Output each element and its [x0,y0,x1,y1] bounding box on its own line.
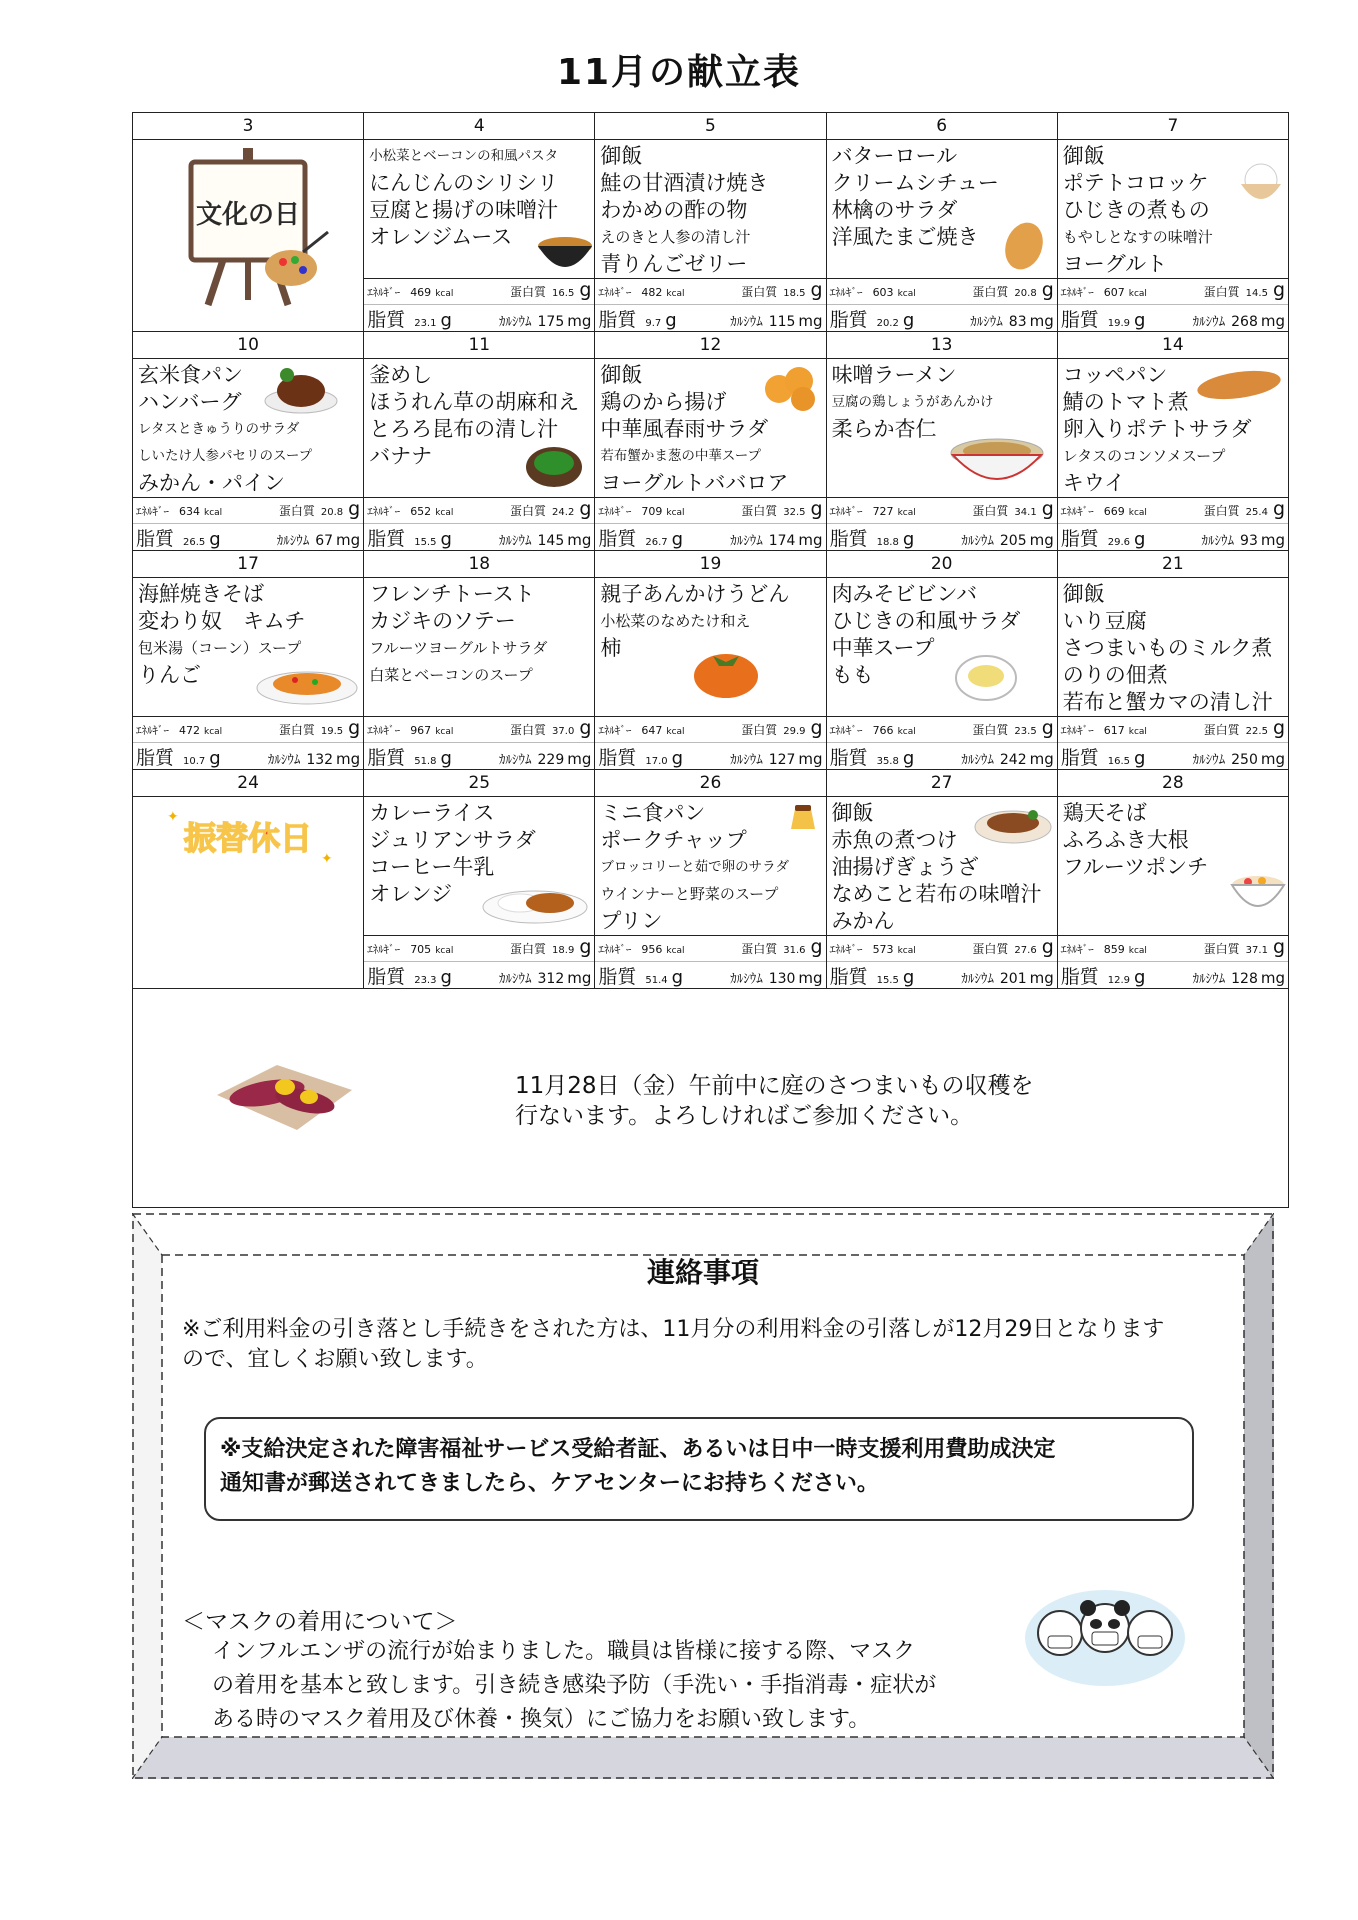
calcium-value: 268 [1231,314,1258,330]
holiday-cell [133,797,364,989]
menu-item: にんじんのシリシリ [369,171,559,195]
fat-value: 15.5 [414,537,437,548]
nutrition-cell-28: ｴﾈﾙｷﾞｰ 859 kcal 蛋白質 37.1 g 脂質 12.9 g ｶﾙｼｳﾑ 128 mg [1057,936,1288,989]
fat-value: 10.7 [183,756,206,767]
date-cell: 13 [826,332,1057,359]
menu-item: とろろ昆布の清し汁 [369,417,559,441]
calcium-value: 115 [768,314,796,330]
calcium-value: 312 [537,971,565,987]
calcium-value: 175 [537,314,565,330]
menu-item: いり豆腐 [1062,609,1147,633]
date-cell: 3 [133,113,364,140]
menu-item: ほうれん草の胡麻和え [369,390,580,414]
energy-value: 967 [410,724,432,737]
energy-value: 482 [641,286,663,299]
holiday-cell [133,140,364,332]
menu-item: 油揚げぎょうざ [831,855,979,879]
dish-row [133,797,1289,936]
fat-value: 20.2 [876,318,899,329]
fat-value: 26.5 [183,537,206,548]
menu-item: みかん [831,909,895,933]
holiday-label-furikae: 振替休日 [184,819,313,857]
svg-text:✦: ✦ [167,809,179,825]
fat-value: 9.7 [645,318,662,329]
energy-value: 766 [872,724,894,737]
protein-value: 14.5 [1245,288,1268,299]
menu-item: ひじきの和風サラダ [831,609,1021,633]
nutrition-row [133,717,1289,770]
page-title: 11月の献立表 [556,52,802,93]
date-cell: 24 [133,770,364,797]
menu-item: もも [831,663,874,687]
energy-value: 603 [872,286,894,299]
menu-item: 中華スープ [831,636,935,660]
menu-cell-20 [826,578,1057,717]
date-cell: 11 [364,332,595,359]
menu-cell-12 [595,359,826,498]
menu-cell-7 [1057,140,1288,279]
nutrition-cell-26: ｴﾈﾙｷﾞｰ 956 kcal 蛋白質 31.6 g 脂質 51.4 g ｶﾙｼｳﾑ 130 mg [595,936,826,989]
nutrition-cell-17: ｴﾈﾙｷﾞｰ 472 kcal 蛋白質 19.5 g 脂質 10.7 g ｶﾙｼｳﾑ 132 mg [133,717,364,770]
menu-item: さつまいものミルク煮 [1062,636,1273,660]
notice-cell [133,989,1289,1208]
holiday-label-bunka: 文化の日 [196,200,301,230]
menu-item: ハンバーグ [138,390,242,414]
menu-item: みかん・パイン [138,471,285,495]
date-cell: 12 [595,332,826,359]
menu-item: なめこと若布の味噌汁 [831,882,1042,906]
menu-item: 肉みそビビンバ [831,582,978,606]
menu-cell-26 [595,797,826,936]
protein-value: 23.5 [1014,726,1037,737]
date-row [133,113,1289,140]
menu-item: ポークチャップ [600,828,747,852]
menu-item: クリームシチュー [831,171,999,195]
mask-body [212,1635,972,1737]
menu-item: のりの佃煮 [1062,663,1168,687]
protein-value: 19.5 [320,726,344,737]
menu-item: 若布と蟹カマの清し汁 [1062,690,1273,714]
nutrition-cell-27: ｴﾈﾙｷﾞｰ 573 kcal 蛋白質 27.6 g 脂質 15.5 g ｶﾙｼｳﾑ 201 mg [826,936,1057,989]
date-cell: 4 [364,113,595,140]
menu-item: りんご [138,663,201,687]
protein-value: 29.9 [783,726,806,737]
menu-cell-28 [1057,797,1288,936]
menu-item: しいたけ人参パセリのスープ [138,448,313,464]
menu-item: 変わり奴 キムチ [138,609,306,633]
fat-value: 15.5 [876,975,899,986]
svg-text:✦: ✦ [321,851,333,867]
energy-value: 705 [410,943,432,956]
calcium-value: 205 [999,533,1027,549]
nutrition-cell-11: ｴﾈﾙｷﾞｰ 652 kcal 蛋白質 24.2 g 脂質 15.5 g ｶﾙｼｳﾑ 145 mg [364,498,595,551]
menu-item: 柔らか杏仁 [831,417,937,441]
furikae-holiday-banner [153,797,343,877]
date-cell: 20 [826,551,1057,578]
sweet-potato-illustration [207,1035,357,1135]
menu-item: 包米湯（コーン）スープ [138,639,302,657]
date-cell: 28 [1057,770,1288,797]
date-row [133,551,1289,578]
date-cell: 26 [595,770,826,797]
menu-item: 鯖のトマト煮 [1062,390,1189,414]
menu-cell-17 [133,578,364,717]
calcium-value: 229 [537,752,565,768]
fat-value: 29.6 [1107,537,1131,548]
menu-cell-10 [133,359,364,498]
menu-item: 洋風たまご焼き [831,225,979,249]
menu-item: 小松菜とベーコンの和風パスタ [369,148,559,164]
menu-item: バナナ [369,444,433,468]
menu-item: 豆腐と揚げの味噌汁 [369,198,559,222]
menu-item: 御飯 [600,363,643,387]
menu-item: 中華風春雨サラダ [600,417,769,441]
protein-value: 31.6 [783,945,806,956]
menu-cell-19 [595,578,826,717]
menu-item: ヨーグルト [1062,252,1168,276]
date-cell: 19 [595,551,826,578]
protein-value: 27.6 [1014,945,1037,956]
mask-body-line: ある時のマスク着用及び休養・換気）にご協力をお願い致します。 [212,1707,871,1732]
date-cell: 17 [133,551,364,578]
notice-line: 11月28日（金）午前中に庭のさつまいもの収穫を [515,1073,1034,1099]
nutrition-cell-10: ｴﾈﾙｷﾞｰ 634 kcal 蛋白質 20.8 g 脂質 26.5 g ｶﾙｼｳﾑ 67 mg [133,498,364,551]
menu-cell-6 [826,140,1057,279]
certificate-notice [204,1417,1194,1521]
menu-item: カジキのソテー [369,609,516,633]
menu-item: 玄米食パン [138,363,243,387]
nutrition-cell-13: ｴﾈﾙｷﾞｰ 727 kcal 蛋白質 34.1 g 脂質 18.8 g ｶﾙｼｳﾑ 205 mg [826,498,1057,551]
nutrition-cell-4: ｴﾈﾙｷﾞｰ 469 kcal 蛋白質 16.5 g 脂質 23.1 g ｶﾙｼｳﾑ 175 mg [364,279,595,332]
energy-value: 956 [641,943,663,956]
calcium-value: 127 [768,752,796,768]
menu-item: ブロッコリーと茹で卵のサラダ [600,859,789,875]
menu-item: ヨーグルトババロア [600,471,789,495]
menu-item: レタスときゅうりのサラダ [138,421,300,437]
date-cell: 27 [826,770,1057,797]
menu-item: コーヒー牛乳 [369,855,495,879]
menu-cell-25 [364,797,595,936]
protein-value: 20.8 [320,507,344,518]
calcium-value: 67 [315,533,334,549]
menu-item: オレンジムース [369,225,513,249]
menu-cell-18 [364,578,595,717]
menu-item: ふろふき大根 [1062,828,1189,852]
fat-value: 17.0 [645,756,668,767]
menu-item: 白菜とベーコンのスープ [369,666,533,684]
harvest-notice [515,1071,1034,1131]
dish-row [133,578,1289,717]
notice-line: 行ないます。よろしければご参加ください。 [515,1103,974,1129]
menu-cell-14 [1057,359,1288,498]
nutrition-cell-19: ｴﾈﾙｷﾞｰ 647 kcal 蛋白質 29.9 g 脂質 17.0 g ｶﾙｼｳﾑ 127 mg [595,717,826,770]
date-cell: 7 [1057,113,1288,140]
menu-item: 御飯 [600,144,643,168]
mask-body-line: インフルエンザの流行が始まりました。職員は皆様に接する際、マスク [212,1639,916,1664]
menu-item: 鶏天そば [1062,801,1147,825]
nutrition-cell-5: ｴﾈﾙｷﾞｰ 482 kcal 蛋白質 18.5 g 脂質 9.7 g ｶﾙｼｳﾑ 115 mg [595,279,826,332]
protein-value: 16.5 [552,288,575,299]
date-cell: 5 [595,113,826,140]
calcium-value: 145 [537,533,565,549]
energy-value: 472 [179,724,200,737]
calcium-value: 242 [999,752,1027,768]
menu-item: ひじきの煮もの [1062,198,1210,222]
menu-item: 釜めし [369,363,433,387]
menu-item: ジュリアンサラダ [369,828,536,852]
menu-item: バターロール [831,144,958,168]
nutrition-cell-21: ｴﾈﾙｷﾞｰ 617 kcal 蛋白質 22.5 g 脂質 16.5 g ｶﾙｼｳﾑ 250 mg [1057,717,1288,770]
menu-item: コッペパン [1062,363,1168,387]
dish-row [133,140,1289,279]
protein-value: 37.0 [552,726,575,737]
fat-value: 35.8 [876,756,899,767]
nutrition-cell-18: ｴﾈﾙｷﾞｰ 967 kcal 蛋白質 37.0 g 脂質 51.8 g ｶﾙｼｳﾑ 229 mg [364,717,595,770]
energy-value: 469 [410,286,432,299]
date-cell: 18 [364,551,595,578]
fat-value: 19.9 [1107,318,1131,329]
energy-value: 573 [872,943,894,956]
fat-value: 51.8 [414,756,437,767]
menu-cell-4 [364,140,595,279]
date-cell: 10 [133,332,364,359]
nutrition-cell-6: ｴﾈﾙｷﾞｰ 603 kcal 蛋白質 20.8 g 脂質 20.2 g ｶﾙｼｳﾑ 83 mg [826,279,1057,332]
protein-value: 34.1 [1014,507,1037,518]
date-cell: 21 [1057,551,1288,578]
menu-item: 海鮮焼きそば [138,582,264,606]
calcium-value: 201 [999,971,1027,987]
calcium-value: 128 [1231,971,1258,987]
energy-value: 647 [641,724,663,737]
menu-item: わかめの酢の物 [600,198,748,222]
menu-cell-11 [364,359,595,498]
fat-value: 23.3 [414,975,437,986]
menu-item: 味噌ラーメン [831,363,957,387]
dish-row [133,359,1289,498]
protein-value: 32.5 [783,507,806,518]
menu-item: 柿 [600,636,622,660]
nutrition-cell-25: ｴﾈﾙｷﾞｰ 705 kcal 蛋白質 18.9 g 脂質 23.3 g ｶﾙｼｳﾑ 312 mg [364,936,595,989]
date-row [133,770,1289,797]
menu-item: 御飯 [831,801,874,825]
menu-item: 御飯 [1062,582,1105,606]
calcium-value: 174 [768,533,796,549]
menu-item: カレーライス [369,801,495,825]
fat-value: 26.7 [645,537,668,548]
protein-value: 24.2 [552,507,575,518]
calcium-value: 93 [1240,533,1258,549]
menu-item: 卵入りポテトサラダ [1062,417,1252,441]
fat-value: 18.8 [876,537,899,548]
menu-item: 鮭の甘酒漬け焼き [600,171,769,195]
menu-item: フレンチトースト [369,582,535,606]
notice-row [133,989,1289,1208]
menu-item: ミニ食パン [600,801,706,825]
fat-value: 23.1 [414,318,437,329]
menu-cell-13 [826,359,1057,498]
calcium-value: 130 [768,971,796,987]
menu-item: 林檎のサラダ [831,198,958,222]
menu-cell-21 [1057,578,1288,717]
nutrition-row [133,498,1289,551]
energy-value: 709 [641,505,663,518]
billing-notice: ※ご利用料金の引き落とし手続きをされた方は、11月分の利用料金の引落しが12月29日となりますので、宜しくお願い致します。 [182,1317,1165,1372]
fat-value: 51.4 [645,975,668,986]
menu-item: 若布蟹かま葱の中華スープ [600,448,762,464]
contact-box [132,1213,1274,1779]
energy-value: 859 [1103,943,1125,956]
calcium-value: 132 [306,752,334,768]
menu-item: オレンジ [369,882,453,906]
certificate-notice-line: ※支給決定された障害福祉サービス受給者証、あるいは日中一時支援利用費助成決定 [220,1437,1056,1462]
nutrition-cell-14: ｴﾈﾙｷﾞｰ 669 kcal 蛋白質 25.4 g 脂質 29.6 g ｶﾙｼｳﾑ 93 mg [1057,498,1288,551]
menu-item: 鶏のから揚げ [600,390,727,414]
menu-calendar-table [132,112,1289,1208]
contact-title: 連絡事項 [646,1256,759,1289]
menu-item: 豆腐の鶏しょうがあんかけ [831,394,994,410]
menu-item: プリン [600,909,663,933]
menu-item: キウイ [1062,471,1126,495]
calcium-value: 250 [1231,752,1258,768]
protein-value: 20.8 [1014,288,1037,299]
menu-item: 御飯 [1062,144,1105,168]
menu-item: フルーツヨーグルトサラダ [369,639,548,657]
energy-value: 634 [179,505,200,518]
nutrition-cell-20: ｴﾈﾙｷﾞｰ 766 kcal 蛋白質 23.5 g 脂質 35.8 g ｶﾙｼｳﾑ 242 mg [826,717,1057,770]
menu-cell-5 [595,140,826,279]
nutrition-cell-7: ｴﾈﾙｷﾞｰ 607 kcal 蛋白質 14.5 g 脂質 19.9 g ｶﾙｼｳﾑ 268 mg [1057,279,1288,332]
menu-item: フルーツポンチ [1062,855,1209,879]
protein-value: 22.5 [1245,726,1268,737]
menu-item: 青りんごゼリー [600,252,748,276]
protein-value: 25.4 [1245,507,1268,518]
date-cell: 6 [826,113,1057,140]
certificate-notice-line: 通知書が郵送されてきましたら、ケアセンターにお持ちください。 [220,1471,879,1496]
masked-animals-illustration [1020,1578,1190,1688]
protein-value: 18.9 [552,945,575,956]
date-row [133,332,1289,359]
energy-value: 652 [410,505,432,518]
mask-heading: ＜マスクの着用について＞ [182,1609,458,1635]
calcium-value: 83 [1008,314,1027,330]
menu-item: えのきと人参の清し汁 [600,228,751,246]
protein-value: 18.5 [783,288,806,299]
menu-cell-27 [826,797,1057,936]
energy-value: 727 [872,505,894,518]
menu-item: 赤魚の煮つけ [831,828,958,852]
energy-value: 607 [1103,286,1125,299]
menu-item: ポテトコロッケ [1062,171,1209,195]
date-cell: 25 [364,770,595,797]
nutrition-cell-12: ｴﾈﾙｷﾞｰ 709 kcal 蛋白質 32.5 g 脂質 26.7 g ｶﾙｼｳﾑ 174 mg [595,498,826,551]
menu-item: 小松菜のなめたけ和え [600,612,751,630]
energy-value: 669 [1103,505,1125,518]
fat-value: 16.5 [1107,756,1131,767]
menu-item: 親子あんかけうどん [600,582,790,606]
menu-item: レタスのコンソメスープ [1062,447,1226,465]
energy-value: 617 [1103,724,1125,737]
mask-body-line: の着用を基本と致します。引き続き感染予防（手洗い・手指消毒・症状が [212,1673,937,1698]
menu-item: もやしとなすの味噌汁 [1062,228,1213,246]
fat-value: 12.9 [1107,975,1131,986]
protein-value: 37.1 [1245,945,1268,956]
date-cell: 14 [1057,332,1288,359]
menu-item: ウインナーと野菜のスープ [600,885,779,903]
easel-illustration [163,140,333,310]
